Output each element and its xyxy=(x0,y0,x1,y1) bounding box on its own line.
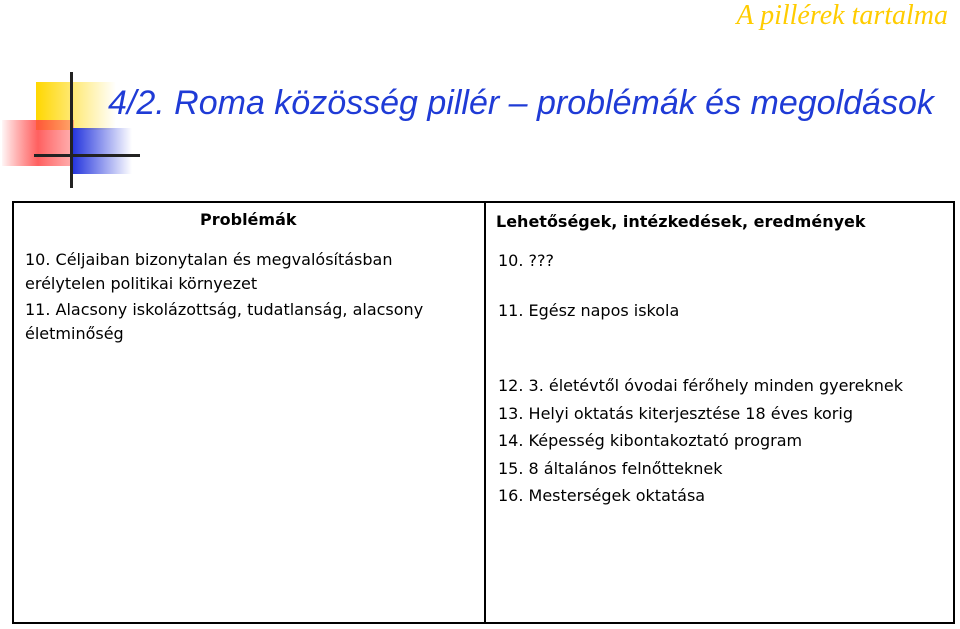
solution-list xyxy=(498,372,903,510)
solution-item: 11. Egész napos iskola xyxy=(498,301,680,320)
problem-item xyxy=(25,298,423,346)
solution-item: 16. Mesterségek oktatása xyxy=(498,486,706,505)
solutions-header: Lehetőségek, intézkedések, eredmények xyxy=(496,212,866,231)
problems-header: Problémák xyxy=(200,210,297,229)
problem-line: életminőség xyxy=(25,324,124,343)
problem-line: 11. Alacsony iskolázottság, tudatlanság, alacsony xyxy=(25,300,424,319)
problem-line: erélytelen politikai környezet xyxy=(25,274,258,293)
column-divider xyxy=(484,201,486,624)
solution-item: 13. Helyi oktatás kiterjesztése 18 éves korig xyxy=(498,403,853,423)
solution-item: 12. 3. életévtől óvodai férőhely minden gyereknek xyxy=(498,376,904,395)
solution-item: 10. ??? xyxy=(498,251,555,270)
solution-item: 14. Képesség kibontakoztató program xyxy=(498,431,803,450)
problem-item xyxy=(25,248,392,296)
slide-title: 4/2. Roma közösség pillér – problémák és megoldások xyxy=(108,84,934,122)
corner-title: A pillérek tartalma xyxy=(736,0,948,31)
solution-item: 15. 8 általános felnőtteknek xyxy=(498,458,723,478)
problem-line: 10. Céljaiban bizonytalan és megvalósításban xyxy=(25,250,393,269)
